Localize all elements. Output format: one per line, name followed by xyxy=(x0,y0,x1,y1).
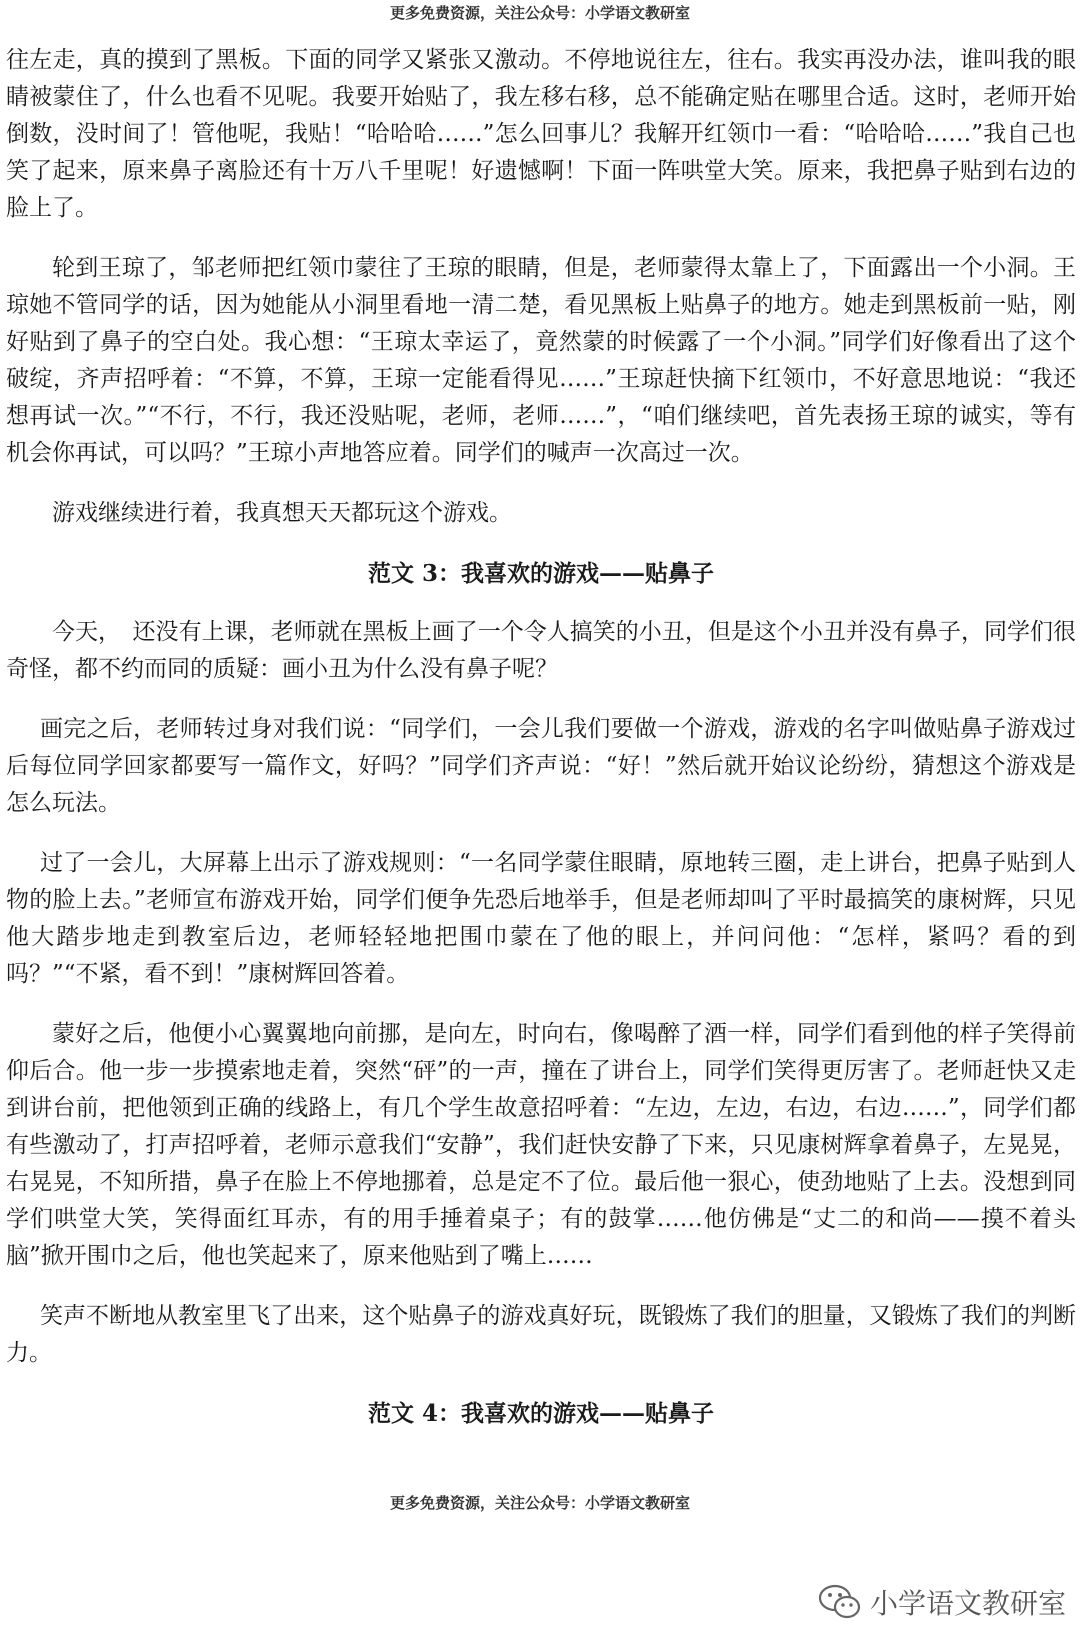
essay-3-paragraph-3: 过了一会儿，大屏幕上出示了游戏规则：“一名同学蒙住眼睛，原地转三圈，走上讲台，把鼻子贴到人物的脸上去。”老师宣布游戏开始，同学们便争先恐后地举手，但是老师却叫了平时最搞笑的康树辉，只见他大踏步地走到教室后边，老师轻轻地把围巾蒙在了他的眼上，并问问他：“怎样，紧吗？看的到吗？”“不紧，看不到！”康树辉回答着。 xyxy=(6,850,1076,987)
paragraph-3: 游戏继续进行着，我真想天天都玩这个游戏。 xyxy=(52,500,512,526)
page-header: 更多免费资源，关注公众号：小学语文教研室 xyxy=(389,4,690,22)
watermark xyxy=(818,1580,1066,1624)
essay-3-title: 范文 3：我喜欢的游戏——贴鼻子 xyxy=(367,560,714,587)
wechat-icon xyxy=(818,1584,862,1620)
paragraph-1: 往左走，真的摸到了黑板。下面的同学又紧张又激动。不停地说往左，往右。我实再没办法，谁叫我的眼睛被蒙住了，什么也看不见呢。我要开始贴了，我左移右移，总不能确定贴在哪里合适。这时，老师开始倒数，没时间了！管他呢，我贴！“哈哈哈……”怎么回事儿？我解开红领巾一看：“哈哈哈……”我自己也笑了起来，原来鼻子离脸还有十万八千里呢！好遗憾啊！下面一阵哄堂大笑。原来，我把鼻子贴到右边的脸上了。 xyxy=(6,47,1076,221)
essay-3-paragraph-2: 画完之后，老师转过身对我们说：“同学们，一会儿我们要做一个游戏，游戏的名字叫做贴鼻子游戏过后每位同学回家都要写一篇作文，好吗？”同学们齐声说：“好！”然后就开始议论纷纷，猜想这个游戏是怎么玩法。 xyxy=(6,716,1076,816)
document-body xyxy=(6,42,1076,1454)
paragraph-2: 轮到王琼了，邹老师把红领巾蒙往了王琼的眼睛，但是，老师蒙得太靠上了，下面露出一个小洞。王琼她不管同学的话，因为她能从小洞里看地一清二楚，看见黑板上贴鼻子的地方。她走到黑板前一贴，刚好贴到了鼻子的空白处。我心想：“王琼太幸运了，竟然蒙的时候露了一个小洞。”同学们好像看出了这个破绽，齐声招呼着：“不算，不算，王琼一定能看得见……”王琼赶快摘下红领巾，不好意思地说：“我还想再试一次。”“不行，不行，我还没贴呢，老师，老师……”，“咱们继续吧，首先表扬王琼的诚实，等有机会你再试，可以吗？”王琼小声地答应着。同学们的喊声一次高过一次。 xyxy=(6,255,1076,466)
essay-3-paragraph-1: 今天， 还没有上课，老师就在黑板上画了一个令人搞笑的小丑，但是这个小丑并没有鼻子，同学们很奇怪，都不约而同的质疑：画小丑为什么没有鼻子呢？ xyxy=(6,619,1076,682)
essay-3-paragraph-5: 笑声不断地从教室里飞了出来，这个贴鼻子的游戏真好玩，既锻炼了我们的胆量，又锻炼了我们的判断力。 xyxy=(6,1303,1076,1366)
essay-3-paragraph-4: 蒙好之后，他便小心翼翼地向前挪，是向左，时向右，像喝醉了酒一样，同学们看到他的样子笑得前仰后合。他一步一步摸索地走着，突然“砰”的一声，撞在了讲台上，同学们笑得更厉害了。老师赶快又走到讲台前，把他领到正确的线路上，有几个学生故意招呼着：“左边，左边，右边，右边……”，同学们都有些激动了，打声招呼着，老师示意我们“安静”，我们赶快安静了下来，只见康树辉拿着鼻子，左晃晃，右晃晃，不知所措，鼻子在脸上不停地挪着，总是定不了位。最后他一狠心，使劲地贴了上去。没想到同学们哄堂大笑，笑得面红耳赤，有的用手捶着桌子；有的鼓掌……他仿佛是“丈二的和尚——摸不着头脑”掀开围巾之后，他也笑起来了，原来他贴到了嘴上…… xyxy=(6,1021,1076,1269)
essay-4-title: 范文 4：我喜欢的游戏——贴鼻子 xyxy=(367,1400,714,1427)
watermark-label: 小学语文教研室 xyxy=(870,1587,1067,1620)
page-footer: 更多免费资源，关注公众号：小学语文教研室 xyxy=(389,1494,690,1512)
